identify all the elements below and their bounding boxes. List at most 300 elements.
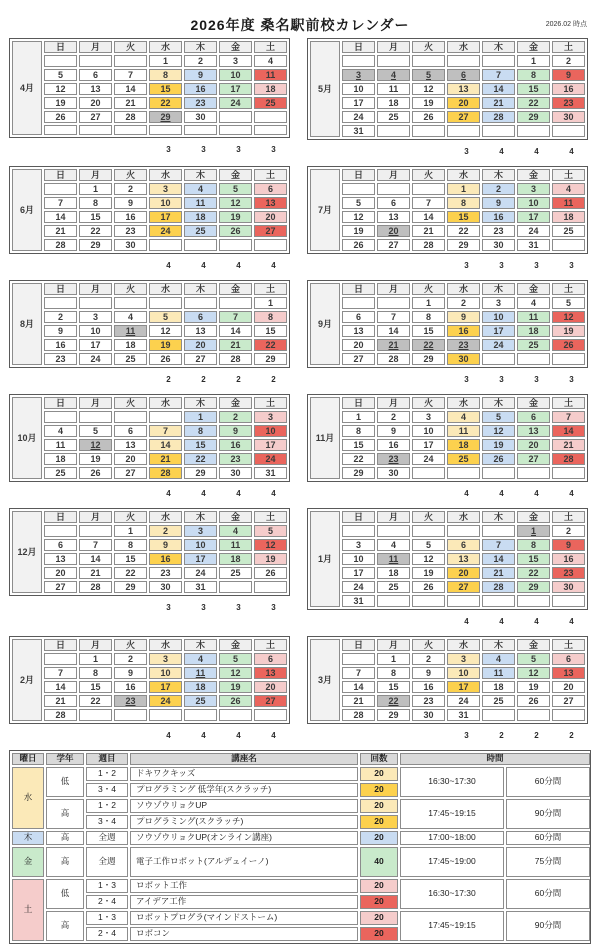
empty-cell bbox=[219, 709, 252, 721]
day-cell: 6 bbox=[552, 653, 585, 665]
day-cell: 1 bbox=[79, 183, 112, 195]
day-cell: 18 bbox=[114, 339, 147, 351]
day-cell: 11 bbox=[114, 325, 147, 337]
day-cell: 17 bbox=[219, 83, 252, 95]
day-cell: 8 bbox=[412, 311, 445, 323]
count-empty bbox=[344, 488, 379, 499]
month-april bbox=[9, 38, 293, 155]
day-cell: 20 bbox=[254, 681, 287, 693]
day-cell: 30 bbox=[149, 581, 182, 593]
day-cell: 24 bbox=[412, 453, 445, 465]
day-cell: 28 bbox=[114, 111, 147, 123]
weekday-header: 金 bbox=[219, 283, 252, 295]
day-cell: 2 bbox=[552, 55, 585, 67]
day-cell: 7 bbox=[219, 311, 252, 323]
empty-cell bbox=[44, 525, 77, 537]
weekday-header: 日 bbox=[44, 169, 77, 181]
day-cell: 25 bbox=[517, 339, 550, 351]
empty-cell bbox=[114, 125, 147, 135]
day-cell: 25 bbox=[552, 225, 585, 237]
day-cell: 25 bbox=[44, 467, 77, 479]
day-cell: 10 bbox=[342, 83, 375, 95]
day-cell: 4 bbox=[447, 411, 480, 423]
empty-cell bbox=[149, 125, 182, 135]
empty-cell bbox=[552, 353, 585, 365]
day-cell: 15 bbox=[517, 83, 550, 95]
count-value: 2 bbox=[569, 731, 574, 740]
schedule-week-cell: 1・3 bbox=[86, 879, 128, 893]
weekday-header: 水 bbox=[447, 397, 480, 409]
count-empty bbox=[344, 260, 379, 271]
schedule-header-学年: 学年 bbox=[46, 753, 84, 765]
day-cell: 17 bbox=[149, 681, 182, 693]
day-cell: 15 bbox=[79, 681, 112, 693]
weekly-count-row bbox=[9, 374, 293, 385]
count-value: 3 bbox=[534, 375, 539, 384]
month-august bbox=[9, 280, 293, 385]
empty-cell bbox=[552, 239, 585, 251]
day-cell: 9 bbox=[114, 197, 147, 209]
day-cell: 17 bbox=[412, 439, 445, 451]
day-cell: 1 bbox=[377, 653, 410, 665]
weekday-header: 木 bbox=[184, 169, 217, 181]
weekday-header: 土 bbox=[254, 169, 287, 181]
day-cell: 16 bbox=[482, 211, 515, 223]
count-empty bbox=[379, 616, 414, 627]
day-cell: 24 bbox=[219, 97, 252, 109]
day-cell: 28 bbox=[552, 453, 585, 465]
count-value: 4 bbox=[166, 489, 171, 498]
day-cell: 12 bbox=[552, 311, 585, 323]
count-empty bbox=[344, 616, 379, 627]
count-empty bbox=[46, 374, 81, 385]
day-cell: 27 bbox=[254, 225, 287, 237]
day-cell: 21 bbox=[342, 695, 375, 707]
day-cell: 9 bbox=[377, 425, 410, 437]
day-cell: 27 bbox=[79, 111, 112, 123]
empty-cell bbox=[219, 111, 252, 123]
day-cell: 5 bbox=[219, 183, 252, 195]
day-cell: 30 bbox=[552, 581, 585, 593]
day-cell: 19 bbox=[44, 97, 77, 109]
day-cell: 3 bbox=[149, 653, 182, 665]
day-cell: 17 bbox=[482, 325, 515, 337]
day-cell: 19 bbox=[149, 339, 182, 351]
day-cell: 3 bbox=[412, 411, 445, 423]
day-cell: 1 bbox=[412, 297, 445, 309]
weekday-header: 月 bbox=[377, 397, 410, 409]
count-value: 4 bbox=[499, 617, 504, 626]
months-grid bbox=[9, 38, 591, 741]
calendar-frame-may bbox=[307, 38, 588, 140]
empty-cell bbox=[517, 125, 550, 137]
schedule-time-cell: 16:30~17:30 bbox=[400, 767, 504, 797]
day-cell: 21 bbox=[114, 97, 147, 109]
empty-cell bbox=[482, 125, 515, 137]
weekday-header: 金 bbox=[517, 283, 550, 295]
weekday-header: 金 bbox=[517, 511, 550, 523]
day-cell: 10 bbox=[219, 69, 252, 81]
weekday-header: 土 bbox=[254, 511, 287, 523]
day-cell: 30 bbox=[482, 239, 515, 251]
day-cell: 10 bbox=[149, 667, 182, 679]
weekday-header: 金 bbox=[517, 397, 550, 409]
day-cell: 17 bbox=[517, 211, 550, 223]
empty-cell bbox=[342, 55, 375, 67]
weekday-header: 火 bbox=[114, 283, 147, 295]
day-cell: 26 bbox=[219, 695, 252, 707]
count-empty bbox=[46, 730, 81, 741]
day-cell: 8 bbox=[184, 425, 217, 437]
calendar-frame-august bbox=[9, 280, 290, 368]
day-cell: 7 bbox=[44, 667, 77, 679]
day-cell: 27 bbox=[447, 111, 480, 123]
day-cell: 14 bbox=[44, 211, 77, 223]
schedule-day-cell: 水 bbox=[12, 767, 44, 829]
empty-cell bbox=[79, 525, 112, 537]
month-january bbox=[307, 508, 591, 627]
weekday-header: 水 bbox=[149, 639, 182, 651]
count-spacer bbox=[9, 374, 46, 385]
weekly-count-row bbox=[307, 488, 591, 499]
day-cell: 13 bbox=[254, 197, 287, 209]
day-cell: 28 bbox=[482, 111, 515, 123]
day-cell: 13 bbox=[342, 325, 375, 337]
calendar-frame-march bbox=[307, 636, 588, 724]
day-cell: 26 bbox=[412, 581, 445, 593]
count-value: 2 bbox=[271, 375, 276, 384]
day-cell: 22 bbox=[79, 225, 112, 237]
day-cell: 30 bbox=[552, 111, 585, 123]
count-value: 4 bbox=[201, 489, 206, 498]
schedule-count-cell: 20 bbox=[360, 799, 398, 813]
day-cell: 5 bbox=[482, 411, 515, 423]
empty-cell bbox=[412, 125, 445, 137]
calendar-frame-september bbox=[307, 280, 588, 368]
day-cell: 1 bbox=[342, 411, 375, 423]
day-cell: 8 bbox=[342, 425, 375, 437]
day-cell: 1 bbox=[254, 297, 287, 309]
month-label: 2月 bbox=[12, 639, 42, 721]
day-cell: 28 bbox=[482, 581, 515, 593]
day-cell: 1 bbox=[447, 183, 480, 195]
empty-cell bbox=[482, 55, 515, 67]
day-cell: 18 bbox=[482, 681, 515, 693]
day-cell: 3 bbox=[254, 411, 287, 423]
count-spacer bbox=[307, 730, 344, 741]
count-value: 3 bbox=[464, 147, 469, 156]
day-cell: 6 bbox=[517, 411, 550, 423]
count-spacer bbox=[307, 260, 344, 271]
day-cell: 6 bbox=[447, 69, 480, 81]
calendar-frame-february bbox=[9, 636, 290, 724]
schedule-table bbox=[10, 751, 592, 943]
day-cell: 1 bbox=[184, 411, 217, 423]
empty-cell bbox=[482, 467, 515, 479]
empty-cell bbox=[184, 125, 217, 135]
count-empty bbox=[81, 260, 116, 271]
day-cell: 2 bbox=[447, 297, 480, 309]
day-cell: 30 bbox=[412, 709, 445, 721]
weekday-header: 木 bbox=[184, 41, 217, 53]
month-october bbox=[9, 394, 293, 499]
count-empty bbox=[46, 488, 81, 499]
day-cell: 14 bbox=[552, 425, 585, 437]
day-cell: 8 bbox=[79, 197, 112, 209]
weekday-header: 土 bbox=[254, 397, 287, 409]
count-empty bbox=[46, 260, 81, 271]
day-cell: 21 bbox=[482, 97, 515, 109]
count-value: 4 bbox=[569, 147, 574, 156]
count-empty bbox=[81, 730, 116, 741]
weekday-header: 火 bbox=[412, 169, 445, 181]
month-label: 5月 bbox=[310, 41, 340, 137]
day-cell: 1 bbox=[79, 653, 112, 665]
day-cell: 9 bbox=[412, 667, 445, 679]
day-cell: 21 bbox=[44, 695, 77, 707]
day-cell: 6 bbox=[447, 539, 480, 551]
day-cell: 27 bbox=[114, 467, 147, 479]
month-label: 8月 bbox=[12, 283, 42, 365]
day-cell: 10 bbox=[447, 667, 480, 679]
day-cell: 19 bbox=[412, 97, 445, 109]
day-cell: 21 bbox=[482, 567, 515, 579]
day-cell: 20 bbox=[44, 567, 77, 579]
calendar-february bbox=[10, 637, 289, 723]
count-value: 2 bbox=[499, 731, 504, 740]
count-empty bbox=[379, 488, 414, 499]
empty-cell bbox=[254, 581, 287, 593]
day-cell: 12 bbox=[44, 83, 77, 95]
day-cell: 18 bbox=[184, 681, 217, 693]
day-cell: 29 bbox=[114, 581, 147, 593]
calendar-frame-july bbox=[307, 166, 588, 254]
day-cell: 5 bbox=[44, 69, 77, 81]
day-cell: 9 bbox=[552, 69, 585, 81]
count-empty bbox=[379, 374, 414, 385]
day-cell: 29 bbox=[79, 239, 112, 251]
day-cell: 7 bbox=[44, 197, 77, 209]
month-label: 12月 bbox=[12, 511, 42, 593]
weekday-header: 日 bbox=[44, 283, 77, 295]
day-cell: 5 bbox=[517, 653, 550, 665]
weekday-header: 土 bbox=[552, 41, 585, 53]
count-spacer bbox=[307, 146, 344, 157]
day-cell: 28 bbox=[44, 239, 77, 251]
empty-cell bbox=[517, 595, 550, 607]
day-cell: 4 bbox=[517, 297, 550, 309]
day-cell: 7 bbox=[79, 539, 112, 551]
schedule-grade-cell: 高 bbox=[46, 799, 84, 829]
day-cell: 13 bbox=[377, 211, 410, 223]
day-cell: 19 bbox=[219, 211, 252, 223]
count-empty bbox=[116, 488, 151, 499]
schedule-course-cell: アイデア工作 bbox=[130, 895, 358, 909]
weekday-header: 火 bbox=[114, 397, 147, 409]
weekday-header: 月 bbox=[79, 41, 112, 53]
schedule-header-週目: 週目 bbox=[86, 753, 128, 765]
day-cell: 29 bbox=[377, 709, 410, 721]
day-cell: 28 bbox=[219, 353, 252, 365]
weekday-header: 水 bbox=[149, 41, 182, 53]
empty-cell bbox=[184, 297, 217, 309]
empty-cell bbox=[184, 239, 217, 251]
day-cell: 23 bbox=[219, 453, 252, 465]
day-cell: 15 bbox=[377, 681, 410, 693]
weekday-header: 水 bbox=[447, 41, 480, 53]
count-empty bbox=[116, 144, 151, 155]
count-value: 3 bbox=[464, 731, 469, 740]
empty-cell bbox=[377, 125, 410, 137]
count-value: 4 bbox=[464, 617, 469, 626]
calendar-frame-october bbox=[9, 394, 290, 482]
day-cell: 24 bbox=[342, 111, 375, 123]
day-cell: 14 bbox=[342, 681, 375, 693]
weekday-header: 金 bbox=[517, 41, 550, 53]
day-cell: 2 bbox=[44, 311, 77, 323]
day-cell: 2 bbox=[552, 525, 585, 537]
empty-cell bbox=[184, 709, 217, 721]
count-value: 3 bbox=[166, 145, 171, 154]
day-cell: 26 bbox=[79, 467, 112, 479]
day-cell: 16 bbox=[447, 325, 480, 337]
empty-cell bbox=[44, 183, 77, 195]
empty-cell bbox=[342, 525, 375, 537]
day-cell: 22 bbox=[79, 695, 112, 707]
day-cell: 18 bbox=[44, 453, 77, 465]
day-cell: 18 bbox=[254, 83, 287, 95]
day-cell: 16 bbox=[184, 83, 217, 95]
day-cell: 29 bbox=[412, 353, 445, 365]
day-cell: 17 bbox=[342, 97, 375, 109]
day-cell: 2 bbox=[184, 55, 217, 67]
count-value: 4 bbox=[534, 147, 539, 156]
weekly-count-row bbox=[9, 144, 293, 155]
day-cell: 6 bbox=[254, 183, 287, 195]
day-cell: 3 bbox=[482, 297, 515, 309]
day-cell: 16 bbox=[552, 553, 585, 565]
count-value: 4 bbox=[569, 617, 574, 626]
weekday-header: 火 bbox=[412, 397, 445, 409]
day-cell: 30 bbox=[447, 353, 480, 365]
day-cell: 16 bbox=[114, 211, 147, 223]
count-spacer bbox=[9, 144, 46, 155]
schedule-time-cell: 17:00~18:00 bbox=[400, 831, 504, 845]
schedule-duration-cell: 60分間 bbox=[506, 767, 590, 797]
month-november bbox=[307, 394, 591, 499]
empty-cell bbox=[447, 55, 480, 67]
weekday-header: 水 bbox=[149, 397, 182, 409]
count-value: 4 bbox=[534, 489, 539, 498]
day-cell: 24 bbox=[342, 581, 375, 593]
count-value: 2 bbox=[534, 731, 539, 740]
count-value: 2 bbox=[201, 375, 206, 384]
day-cell: 4 bbox=[377, 539, 410, 551]
month-label: 1月 bbox=[310, 511, 340, 607]
page-title: 2026年度 桑名駅前校カレンダー bbox=[190, 17, 410, 33]
schedule-week-cell: 1・2 bbox=[86, 799, 128, 813]
day-cell: 24 bbox=[149, 225, 182, 237]
day-cell: 9 bbox=[149, 539, 182, 551]
day-cell: 26 bbox=[44, 111, 77, 123]
calendar-october bbox=[10, 395, 289, 481]
day-cell: 13 bbox=[447, 553, 480, 565]
day-cell: 3 bbox=[447, 653, 480, 665]
day-cell: 7 bbox=[342, 667, 375, 679]
day-cell: 7 bbox=[482, 69, 515, 81]
count-empty bbox=[379, 730, 414, 741]
calendar-frame-june bbox=[9, 166, 290, 254]
weekday-header: 金 bbox=[219, 511, 252, 523]
day-cell: 4 bbox=[184, 653, 217, 665]
page-header bbox=[9, 6, 591, 38]
weekday-header: 月 bbox=[377, 169, 410, 181]
weekday-header: 日 bbox=[44, 639, 77, 651]
count-spacer bbox=[307, 374, 344, 385]
day-cell: 20 bbox=[447, 567, 480, 579]
day-cell: 30 bbox=[377, 467, 410, 479]
schedule-grade-cell: 高 bbox=[46, 911, 84, 941]
weekday-header: 土 bbox=[552, 397, 585, 409]
day-cell: 25 bbox=[377, 581, 410, 593]
day-cell: 3 bbox=[342, 539, 375, 551]
weekday-header: 水 bbox=[447, 639, 480, 651]
count-value: 3 bbox=[271, 145, 276, 154]
day-cell: 31 bbox=[254, 467, 287, 479]
empty-cell bbox=[377, 297, 410, 309]
count-empty bbox=[414, 146, 449, 157]
day-cell: 6 bbox=[342, 311, 375, 323]
day-cell: 24 bbox=[79, 353, 112, 365]
day-cell: 11 bbox=[184, 667, 217, 679]
schedule-grade-cell: 高 bbox=[46, 847, 84, 877]
day-cell: 9 bbox=[482, 197, 515, 209]
day-cell: 8 bbox=[149, 69, 182, 81]
weekday-header: 日 bbox=[342, 397, 375, 409]
day-cell: 24 bbox=[482, 339, 515, 351]
calendar-august bbox=[10, 281, 289, 367]
day-cell: 31 bbox=[342, 595, 375, 607]
count-value: 4 bbox=[534, 617, 539, 626]
day-cell: 23 bbox=[377, 453, 410, 465]
day-cell: 24 bbox=[447, 695, 480, 707]
weekly-count-row bbox=[307, 146, 591, 157]
schedule-duration-cell: 90分間 bbox=[506, 911, 590, 941]
month-label: 7月 bbox=[310, 169, 340, 251]
schedule-course-cell: プログラミング(スクラッチ) bbox=[130, 815, 358, 829]
count-value: 4 bbox=[569, 489, 574, 498]
day-cell: 4 bbox=[482, 653, 515, 665]
day-cell: 19 bbox=[254, 553, 287, 565]
day-cell: 10 bbox=[342, 553, 375, 565]
count-empty bbox=[46, 144, 81, 155]
weekday-header: 土 bbox=[254, 283, 287, 295]
day-cell: 7 bbox=[377, 311, 410, 323]
count-value: 3 bbox=[464, 375, 469, 384]
weekday-header: 火 bbox=[114, 41, 147, 53]
count-empty bbox=[414, 730, 449, 741]
schedule-time-cell: 17:45~19:15 bbox=[400, 911, 504, 941]
day-cell: 16 bbox=[219, 439, 252, 451]
day-cell: 27 bbox=[44, 581, 77, 593]
count-value: 4 bbox=[464, 489, 469, 498]
schedule-week-cell: 全週 bbox=[86, 831, 128, 845]
count-value: 4 bbox=[271, 731, 276, 740]
day-cell: 26 bbox=[482, 453, 515, 465]
count-spacer bbox=[9, 602, 46, 613]
day-cell: 30 bbox=[114, 239, 147, 251]
day-cell: 24 bbox=[254, 453, 287, 465]
